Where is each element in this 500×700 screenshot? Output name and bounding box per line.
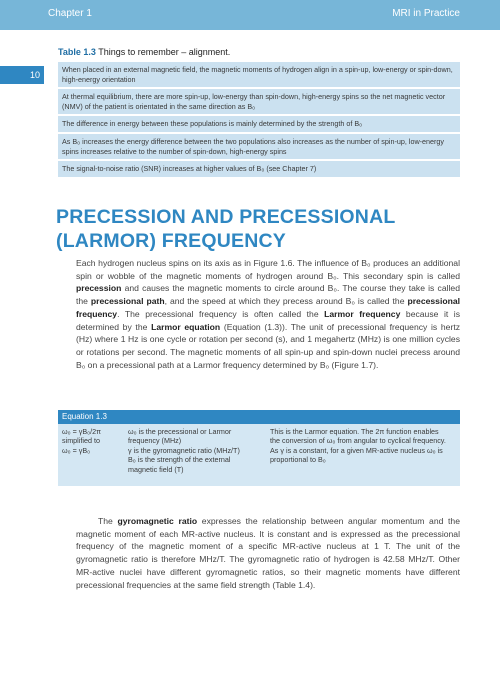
equation-variables: ω₀ is the precessional or Larmor frequency (MHz) γ is the gyromagnetic ratio (MHz/T) B₀ is the strength of the external magnetic field (T) [128,427,240,474]
table-row: When placed in an external magnetic field, the magnetic moments of hydrogen align in a spin-up, low-energy or spin-down, high-energy orientation [58,62,460,87]
table-caption [58,47,230,57]
table-row: As B₀ increases the energy difference between the two populations also increases as the number of spin-up, low-energy spins increases relative to the number of spin-down, high-energy spins [58,134,460,159]
table-row: The difference in energy between these populations is mainly determined by the strength of B₀ [58,116,460,132]
book-title: MRI in Practice [392,8,460,19]
term-precessional-frequency: precessional frequency [76,296,460,319]
term-precession: precession [76,283,122,294]
table-row: At thermal equilibrium, there are more spin-up, low-energy than spin-down, high-energy spins so the net magnetic vector (NMV) of the patient is orientated in the same direction as B₀ [58,89,460,114]
table-row: The signal-to-noise ratio (SNR) increases at higher values of B₀ (see Chapter 7) [58,161,460,177]
page-number: 10 [0,66,44,84]
equation-explanation: This is the Larmor equation. The 2π function enables the conversion of ω₀ from angular to cyclical frequency. As γ is a constant, for a given MR-active nucleus ω₀ is proportional to B₀ [270,427,446,465]
equation-box [58,410,460,486]
chapter-label: Chapter 1 [48,8,92,19]
table-label: Table 1.3 [58,47,96,57]
term-larmor-frequency: Larmor frequency [324,308,401,319]
section-heading: PRECESSION AND PRECESSIONAL (LARMOR) FREQUENCY [56,206,396,252]
body-paragraph-2: The gyromagnetic ratio expresses the relationship between angular momentum and the magnetic moment of each MR-active nucleus. It is constant and is expressed as the precessional frequency of the magnetic moment of a specific MR-active nucleus at 1 T. The unit of the gyromagnetic ratio is therefore MHz/T. The gyromagnetic ratio of hydrogen is 42.58 MHz/T. Other MR-active nuclei have different gyromagnetic ratios, so their magnetic moments have different precessional frequencies at the same field strength (Table 1.4). [76,516,460,590]
term-gyromagnetic-ratio: gyromagnetic ratio [117,516,198,526]
body-paragraph-1: Each hydrogen nucleus spins on its axis as in Figure 1.6. The influence of B₀ produces an additional spin or wobble of the magnetic moments of hydrogen around B₀. This secondary spin is called precession and causes the magnetic moments to circle around B₀. The course they take is called the precessional path, and the speed at which they precess around B₀ is called the precessional frequency. The precessional frequency is often called the Larmor frequency because it is determined by the Larmor equation (Equation (1.3)). The unit of precessional frequency is hertz (Hz) where 1 Hz is one cycle or rotation per second (s), and 1 megahertz (MHz) is one million cycles or rotations per second. The magnetic moments of all spin-up and spin-down nuclei precess around B₀ on a precessional path at a Larmor frequency determined by B₀ (Figure 1.7). [76,258,461,370]
running-header [0,0,500,30]
equation-formula: ω₀ = γB₀/2π simplified to ω₀ = γB₀ [62,427,102,455]
equation-label: Equation 1.3 [58,410,460,424]
table-title: Things to remember – alignment. [98,47,231,57]
table-1-3 [58,62,460,179]
term-precessional-path: precessional path [90,296,165,307]
term-larmor-equation: Larmor equation [151,321,221,332]
